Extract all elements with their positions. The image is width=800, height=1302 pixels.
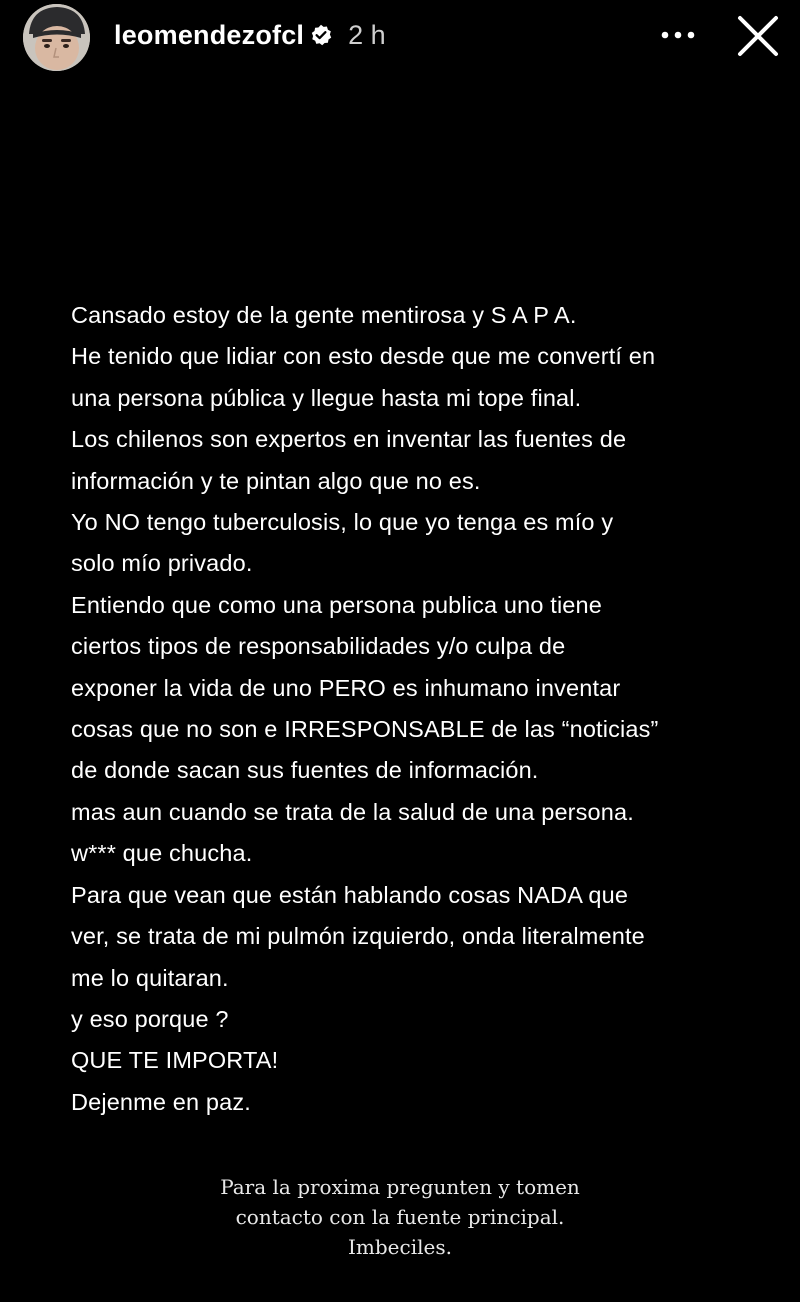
story-line: ciertos tipos de responsabilidades y/o culpa de xyxy=(71,633,566,660)
story-line: cosas que no son e IRRESPONSABLE de las “noticias” xyxy=(71,716,659,743)
story-line: me lo quitaran. xyxy=(71,964,229,991)
story-line: mas aun cuando se trata de la salud de una persona. xyxy=(71,798,634,825)
more-horizontal-icon xyxy=(661,31,695,39)
story-line: QUE TE IMPORTA! xyxy=(71,1047,279,1074)
caption-line: contacto con la fuente principal. xyxy=(235,1205,565,1229)
story-timestamp: 2 h xyxy=(348,19,386,50)
story-line: de donde sacan sus fuentes de información. xyxy=(71,757,539,784)
story-line: Yo NO tengo tuberculosis, lo que yo tenga es mío y xyxy=(71,509,614,536)
story-line: ver, se trata de mi pulmón izquierdo, onda literalmente xyxy=(71,923,645,950)
story-line: Cansado estoy de la gente mentirosa y S A P A. xyxy=(71,302,577,328)
caption-line: Para la proxima pregunten y tomen xyxy=(220,1175,580,1199)
avatar-image xyxy=(23,4,90,71)
story-line: información y te pintan algo que no es. xyxy=(71,467,481,494)
story-line: Dejenme en paz. xyxy=(71,1088,251,1115)
story-line: He tenido que lidiar con esto desde que me convertí en xyxy=(71,343,656,370)
close-button[interactable] xyxy=(734,13,782,59)
story-text xyxy=(71,295,761,1123)
verified-badge-icon xyxy=(310,24,332,46)
story-line: Los chilenos son expertos en inventar las fuentes de xyxy=(71,426,627,453)
story-header xyxy=(0,0,800,76)
more-options-button[interactable] xyxy=(656,18,700,52)
story-line: w*** que chucha. xyxy=(71,840,253,867)
avatar[interactable] xyxy=(23,4,90,71)
username-row xyxy=(114,18,386,52)
story-line: solo mío privado. xyxy=(71,550,253,577)
story-line: Para que vean que están hablando cosas NADA que xyxy=(71,881,629,908)
caption-line: Imbeciles. xyxy=(348,1235,452,1259)
close-icon xyxy=(736,14,780,58)
story-line: una persona pública y llegue hasta mi tope final. xyxy=(71,384,582,411)
story-line: exponer la vida de uno PERO es inhumano inventar xyxy=(71,674,621,701)
username[interactable]: leomendezofcl xyxy=(114,19,305,50)
story-caption xyxy=(0,1172,800,1262)
story-line: Entiendo que como una persona publica uno tiene xyxy=(71,591,602,618)
story-line: y eso porque ? xyxy=(71,1005,229,1032)
